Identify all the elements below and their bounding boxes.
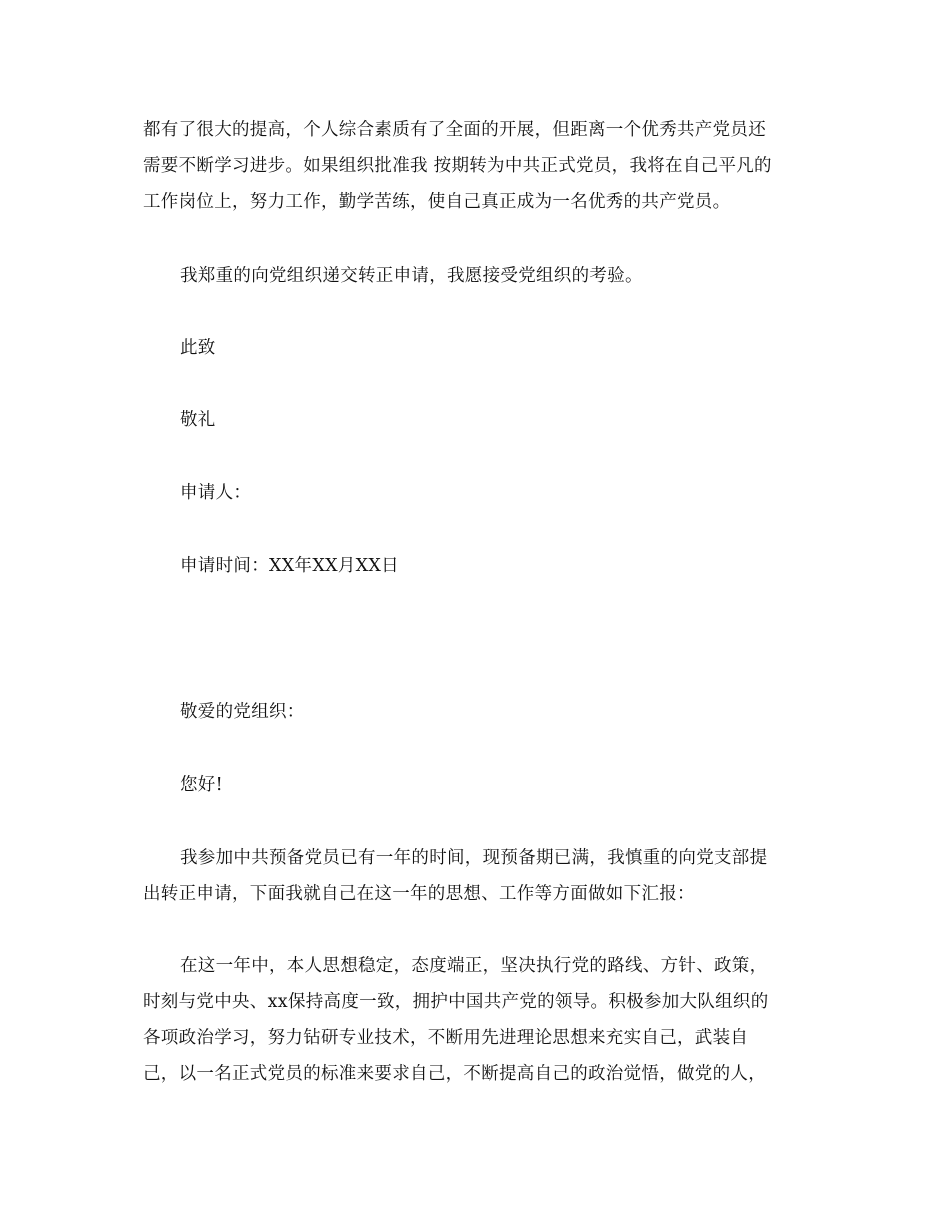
letter-greeting: 敬爱的党组织： (180, 702, 305, 722)
para2-line-1: 在这一年中，本人思想稳定，态度端正，坚决执行党的路线、方针、政策， (180, 956, 768, 976)
closing-ci-zhi: 此致 (180, 338, 216, 358)
para2-line-4: 己，以一名正式党员的标准来要求自己，不断提高自己的政治觉悟，做党的人， (143, 1064, 766, 1084)
para2-line-2: 时刻与党中央、xx保持高度一致，拥护中国共产党的领导。积极参加大队组织的 (143, 992, 769, 1012)
letter-salutation: 您好! (180, 775, 223, 795)
continuation-line-2: 需要不断学习进步。如果组织批准我 按期转为中共正式党员，我将在自己平凡的 (143, 156, 772, 176)
continuation-line-3: 工作岗位上，努力工作，勤学苦练，使自己真正成为一名优秀的共产党员。 (143, 192, 731, 212)
para1-line-2: 出转正申请，下面我就自己在这一年的思想、工作等方面做如下汇报： (143, 884, 695, 904)
applicant-label: 申请人： (180, 483, 252, 503)
submit-statement: 我郑重的向党组织递交转正申请，我愿接受党组织的考验。 (180, 266, 643, 286)
application-date: 申请时间：XX年XX月XX日 (180, 556, 399, 576)
para1-line-1: 我参加中共预备党员已有一年的时间，现预备期已满，我慎重的向党支部提 (180, 848, 768, 868)
para2-line-3: 各项政治学习，努力钻研专业技术，不断用先进理论思想来充实自己，武装自 (143, 1028, 749, 1048)
continuation-line-1: 都有了很大的提高，个人综合素质有了全面的开展，但距离一个优秀共产党员还 (143, 120, 766, 140)
closing-jing-li: 敬礼 (180, 410, 216, 430)
